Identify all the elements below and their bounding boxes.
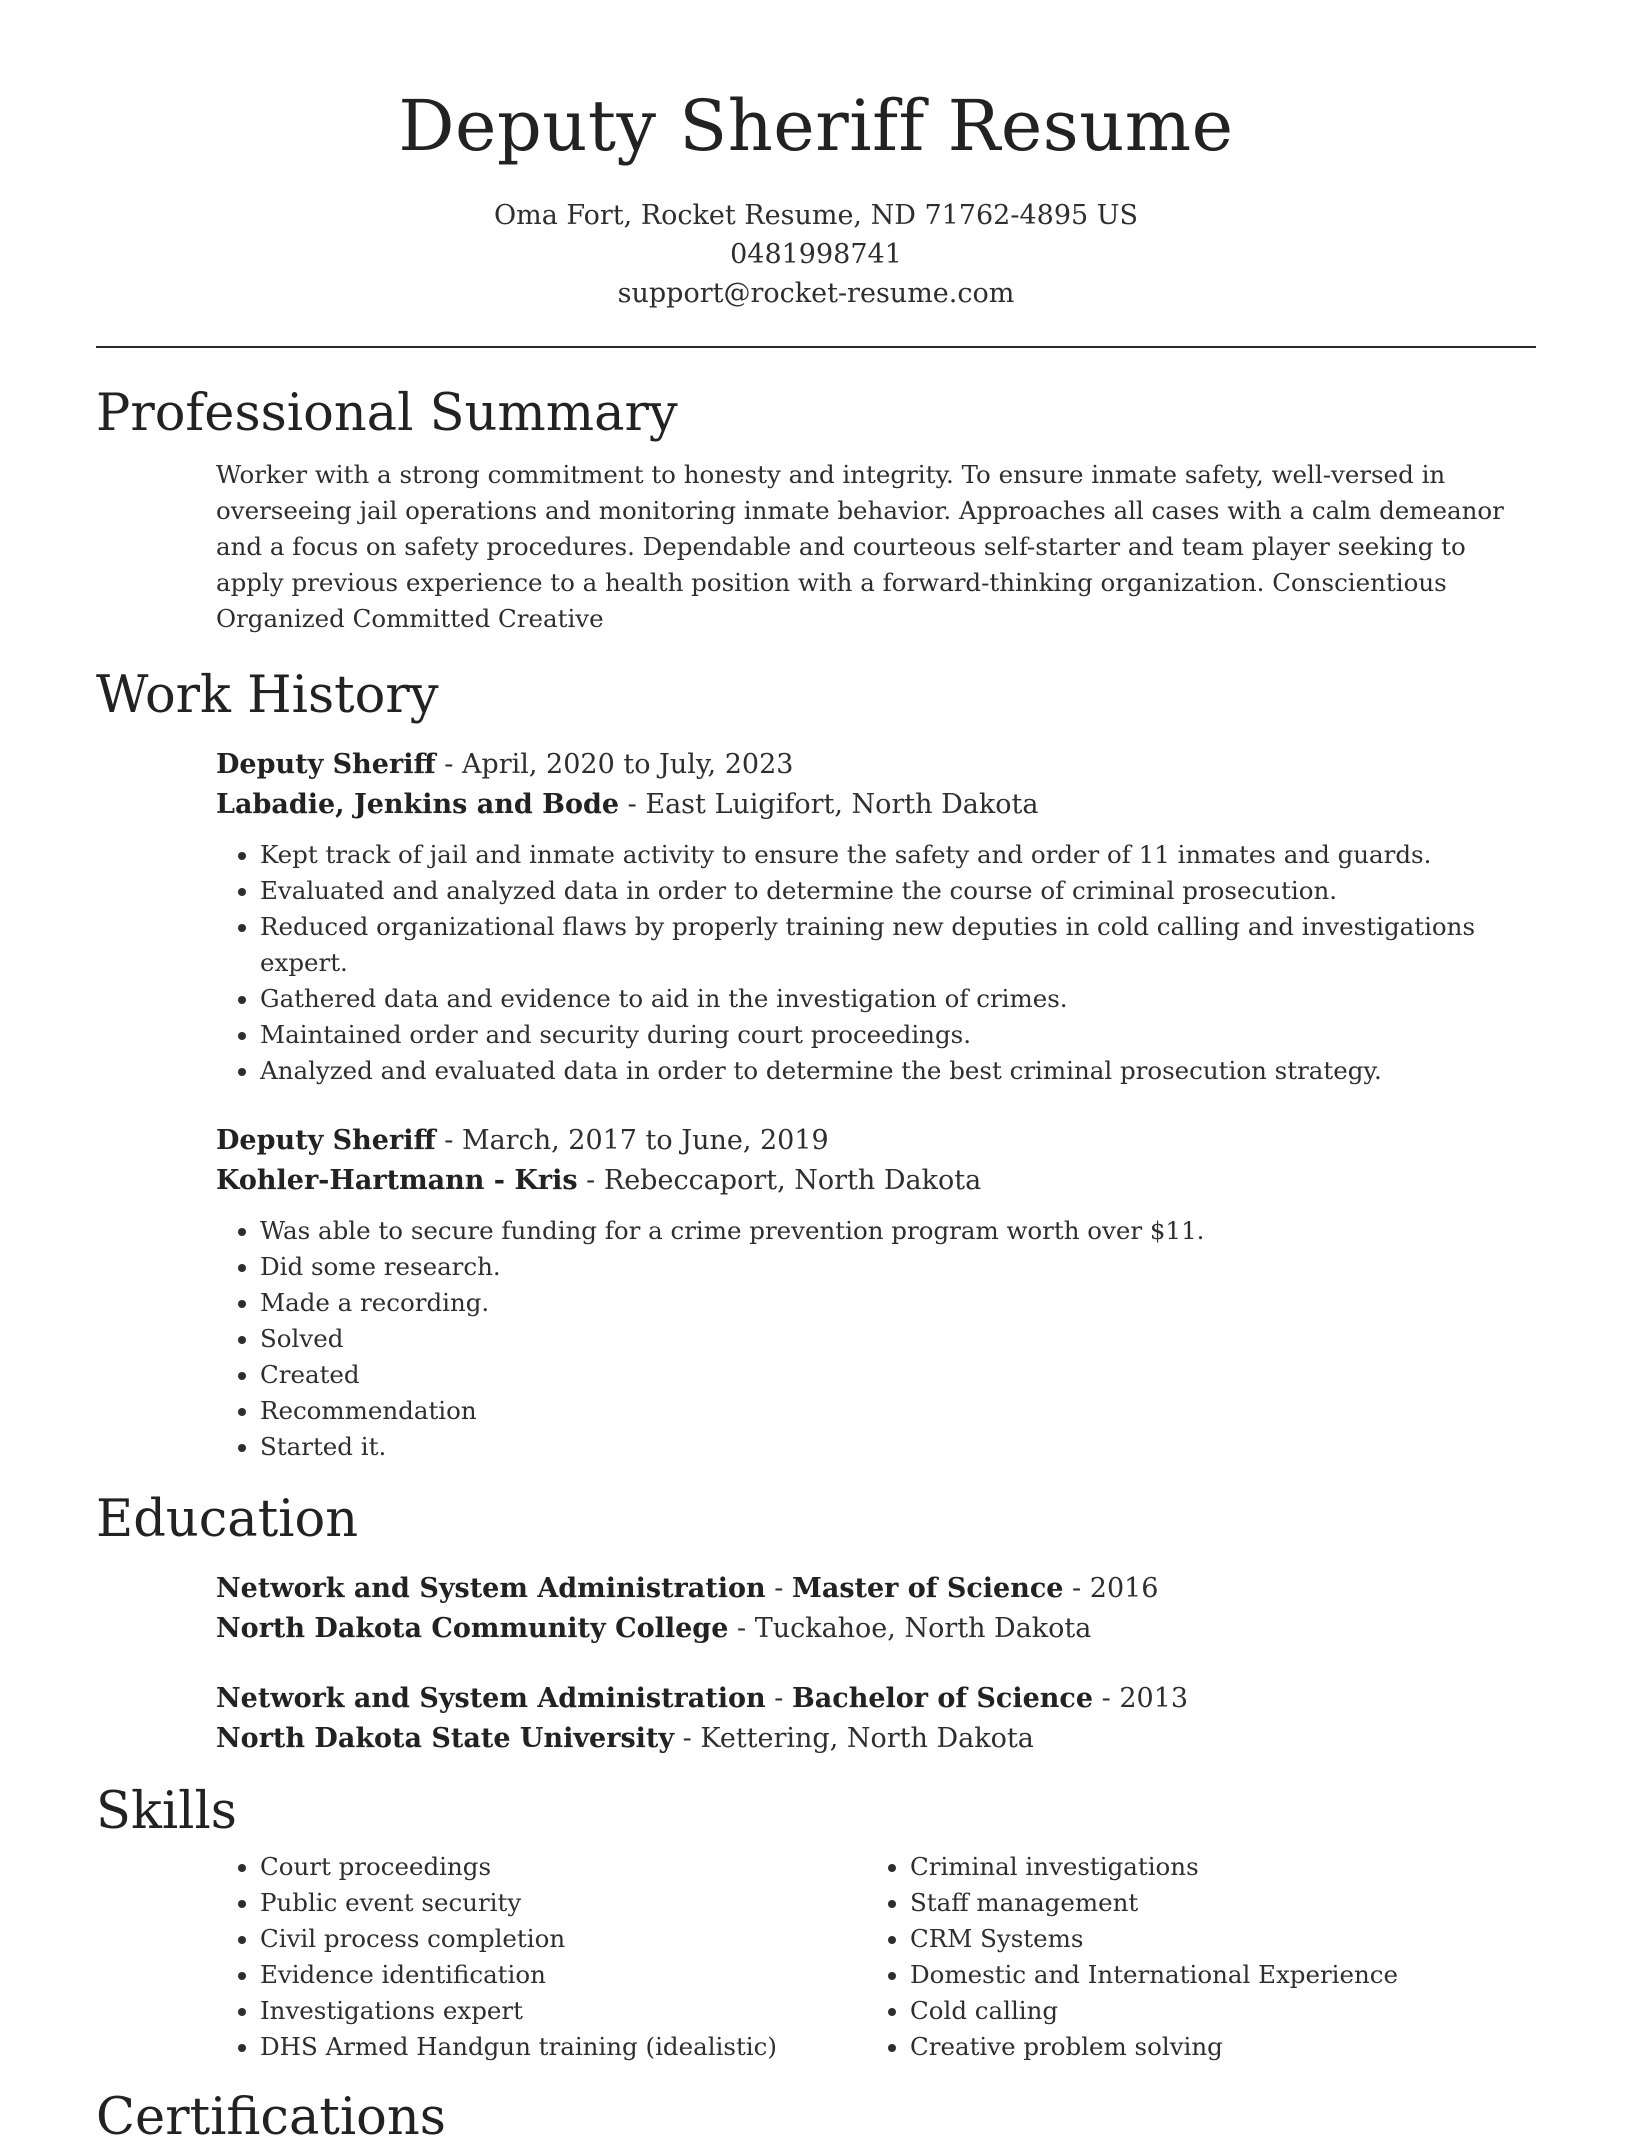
list-item: • Did some research. <box>260 1249 1536 1285</box>
education-school: North Dakota Community College <box>216 1613 729 1644</box>
education-field: Network and System Administration <box>216 1573 766 1604</box>
separator: - <box>1101 1683 1120 1714</box>
education-school: North Dakota State University <box>216 1723 675 1754</box>
skills-column-left <box>216 1849 866 2065</box>
skills-list <box>216 1849 866 2065</box>
list-item: • Domestic and International Experience <box>910 1957 1516 1993</box>
contact-email: support@rocket-resume.com <box>617 278 1015 309</box>
list-item: • Court proceedings <box>260 1849 866 1885</box>
school-line <box>216 1609 1536 1649</box>
list-item: • Cold calling <box>910 1993 1516 2029</box>
contact-block <box>96 196 1536 313</box>
education-degree: Bachelor of Science <box>791 1683 1094 1714</box>
education-degree: Master of Science <box>791 1573 1064 1604</box>
list-item: • DHS Armed Handgun training (idealistic) <box>260 2029 866 2065</box>
list-item: • Staff management <box>910 1885 1516 1921</box>
list-item: • Creative problem solving <box>910 2029 1516 2065</box>
job-employer: Kohler-Hartmann - Kris <box>216 1165 578 1196</box>
separator: - <box>736 1613 755 1644</box>
contact-phone: 0481998741 <box>730 239 902 270</box>
separator: - <box>586 1165 604 1196</box>
separator: - <box>1072 1573 1090 1604</box>
job-entry <box>216 745 1536 1089</box>
list-item: • Made a recording. <box>260 1285 1536 1321</box>
separator: - <box>627 789 646 820</box>
job-employer-line <box>216 1161 1536 1201</box>
list-item: • Was able to secure funding for a crime prevention program worth over $11. <box>260 1213 1536 1249</box>
job-employer: Labadie, Jenkins and Bode <box>216 789 620 820</box>
list-item: • Solved <box>260 1321 1536 1357</box>
list-item: • Public event security <box>260 1885 866 1921</box>
list-item: • Maintained order and security during court proceedings. <box>260 1017 1536 1053</box>
job-dates: April, 2020 to July, 2023 <box>461 749 794 780</box>
separator: - <box>774 1573 792 1604</box>
list-item: • Investigations expert <box>260 1993 866 2029</box>
list-item: • Reduced organizational flaws by properly training new deputies in cold calling and investigations expert. <box>260 909 1536 981</box>
resume-page <box>96 0 1536 2149</box>
education-entry <box>216 1679 1536 1759</box>
job-bullets <box>216 1213 1536 1465</box>
list-item: • Created <box>260 1357 1536 1393</box>
summary-section <box>216 457 1536 637</box>
summary-heading: Professional Summary <box>96 384 678 443</box>
work-history-heading: Work History <box>96 666 439 725</box>
summary-text: Worker with a strong commitment to honesty and integrity. To ensure inmate safety, well-versed in overseeing jail operations and monitoring inmate behavior. Approaches all cases with a calm demeanor and a focus on safety procedures. Dependable and courteous self-starter and team player seeking to apply previous experience to a health position with a forward-thinking organization. Conscientious Organized Committed Creative <box>216 460 1504 633</box>
skills-section <box>216 1849 1536 2065</box>
degree-line <box>216 1569 1536 1609</box>
job-bullets <box>216 837 1536 1089</box>
separator: - <box>774 1683 792 1714</box>
job-title: Deputy Sheriff <box>216 749 436 780</box>
resume-title: Deputy Sheriff Resume <box>398 85 1234 167</box>
contact-address: Oma Fort, Rocket Resume, ND 71762-4895 US <box>493 200 1139 231</box>
education-year: 2016 <box>1089 1573 1159 1604</box>
job-location: Rebeccaport, North Dakota <box>603 1165 982 1196</box>
list-item: • Kept track of jail and inmate activity to ensure the safety and order of 11 inmates and guards. <box>260 837 1536 873</box>
list-item: • Started it. <box>260 1429 1536 1465</box>
list-item: • Civil process completion <box>260 1921 866 1957</box>
job-entry <box>216 1121 1536 1465</box>
education-year: 2013 <box>1119 1683 1189 1714</box>
list-item: • Recommendation <box>260 1393 1536 1429</box>
education-location: Kettering, North Dakota <box>700 1723 1034 1754</box>
separator: - <box>444 1125 462 1156</box>
education-location: Tuckahoe, North Dakota <box>754 1613 1092 1644</box>
job-employer-line <box>216 785 1536 825</box>
job-title-line <box>216 745 1536 785</box>
degree-line <box>216 1679 1536 1719</box>
job-title-line <box>216 1121 1536 1161</box>
skills-list <box>866 1849 1516 2065</box>
list-item: • Evaluated and analyzed data in order to determine the course of criminal prosecution. <box>260 873 1536 909</box>
list-item: • Criminal investigations <box>910 1849 1516 1885</box>
skills-heading: Skills <box>96 1782 237 1841</box>
job-title: Deputy Sheriff <box>216 1125 436 1156</box>
education-heading: Education <box>96 1490 359 1549</box>
list-item: • Gathered data and evidence to aid in the investigation of crimes. <box>260 981 1536 1017</box>
education-entry <box>216 1569 1536 1649</box>
job-dates: March, 2017 to June, 2019 <box>461 1125 829 1156</box>
header-divider <box>96 346 1536 348</box>
separator: - <box>444 749 462 780</box>
job-location: East Luigifort, North Dakota <box>645 789 1039 820</box>
education-field: Network and System Administration <box>216 1683 766 1714</box>
list-item: • Evidence identification <box>260 1957 866 1993</box>
school-line <box>216 1719 1536 1759</box>
certifications-heading: Certifications <box>96 2088 446 2147</box>
list-item: • Analyzed and evaluated data in order to determine the best criminal prosecution strategy. <box>260 1053 1536 1089</box>
list-item: • CRM Systems <box>910 1921 1516 1957</box>
separator: - <box>682 1723 701 1754</box>
skills-column-right <box>866 1849 1516 2065</box>
